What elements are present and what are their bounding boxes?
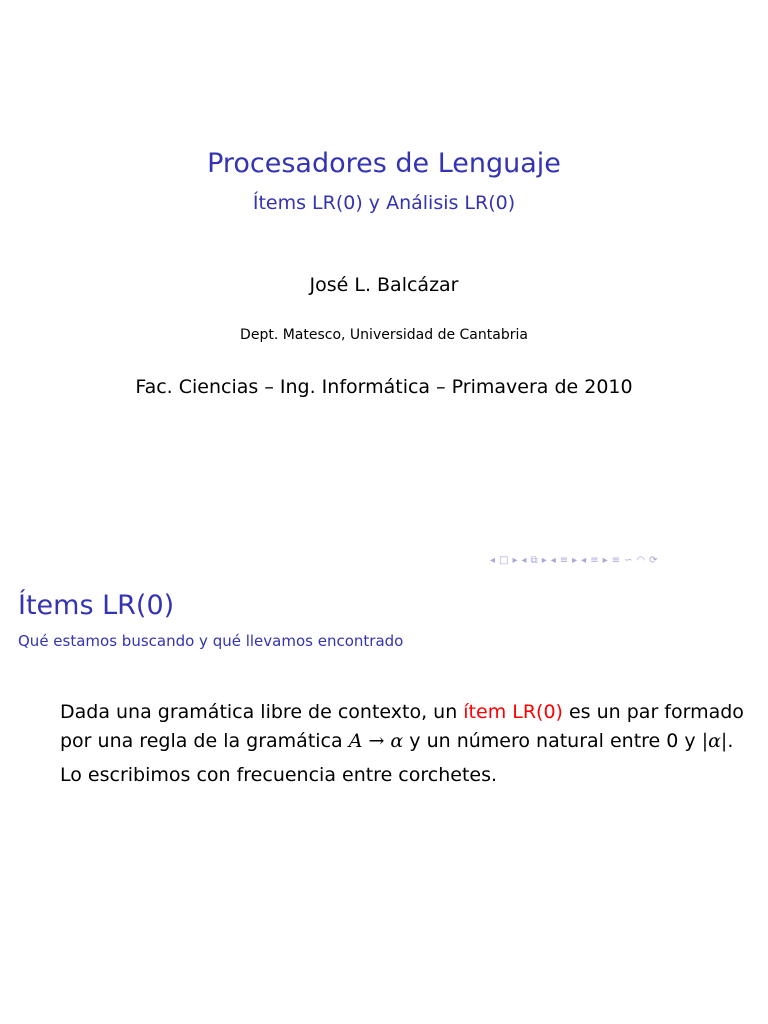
- content-slide: [0, 576, 768, 1024]
- paragraph-text: Dada una gramática libre de contexto, un: [60, 701, 464, 723]
- nav-prev-section-icon[interactable]: ◂: [581, 555, 587, 566]
- notation-paragraph: Lo escribimos con frecuencia entre corchetes.: [60, 764, 498, 786]
- paragraph-text: es un par formado por una regla de la gramática: [60, 701, 744, 752]
- nav-back-icon[interactable]: ∽: [624, 555, 633, 566]
- nav-prev-frame-icon[interactable]: ◂: [521, 555, 527, 566]
- institute: Dept. Matesco, Universidad de Cantabria: [240, 327, 528, 343]
- paragraph-text: y un número natural entre 0 y: [403, 730, 702, 752]
- presentation-subtitle: Ítems LR(0) y Análisis LR(0): [252, 192, 516, 214]
- highlighted-term: ítem LR(0): [463, 701, 563, 723]
- nav-section-icon[interactable]: ≡: [590, 555, 599, 566]
- definition-paragraph: [60, 698, 750, 756]
- nav-prev-subsection-icon[interactable]: ◂: [550, 555, 556, 566]
- beamer-navigation-bar: [490, 555, 658, 571]
- nav-subsection-icon[interactable]: ≡: [559, 555, 569, 566]
- author-name: José L. Balcázar: [309, 274, 459, 296]
- nav-frame-icon[interactable]: ⧉: [530, 555, 538, 566]
- nav-forward-icon[interactable]: ⟳: [649, 555, 658, 566]
- nav-prev-slide-icon[interactable]: ◂: [490, 555, 496, 566]
- slide-body: [60, 698, 750, 790]
- nav-document-icon[interactable]: ≡: [611, 555, 621, 566]
- frame-subtitle: Qué estamos buscando y qué llevamos encontrado: [18, 632, 404, 650]
- nav-next-section-icon[interactable]: ▸: [602, 555, 608, 566]
- presentation-title: Procesadores de Lenguaje: [207, 148, 561, 179]
- date-line: Fac. Ciencias – Ing. Informática – Primavera de 2010: [135, 376, 633, 398]
- frame-title: Ítems LR(0): [18, 590, 175, 621]
- nav-next-slide-icon[interactable]: ▸: [512, 555, 518, 566]
- nav-slide-icon[interactable]: □: [499, 555, 509, 566]
- nav-next-frame-icon[interactable]: ▸: [541, 555, 547, 566]
- math-length: |α|: [701, 730, 728, 752]
- nav-next-subsection-icon[interactable]: ▸: [572, 555, 578, 566]
- nav-search-icon[interactable]: ◠: [636, 555, 646, 566]
- paragraph-text: .: [727, 730, 734, 752]
- math-rule: A → α: [348, 730, 404, 752]
